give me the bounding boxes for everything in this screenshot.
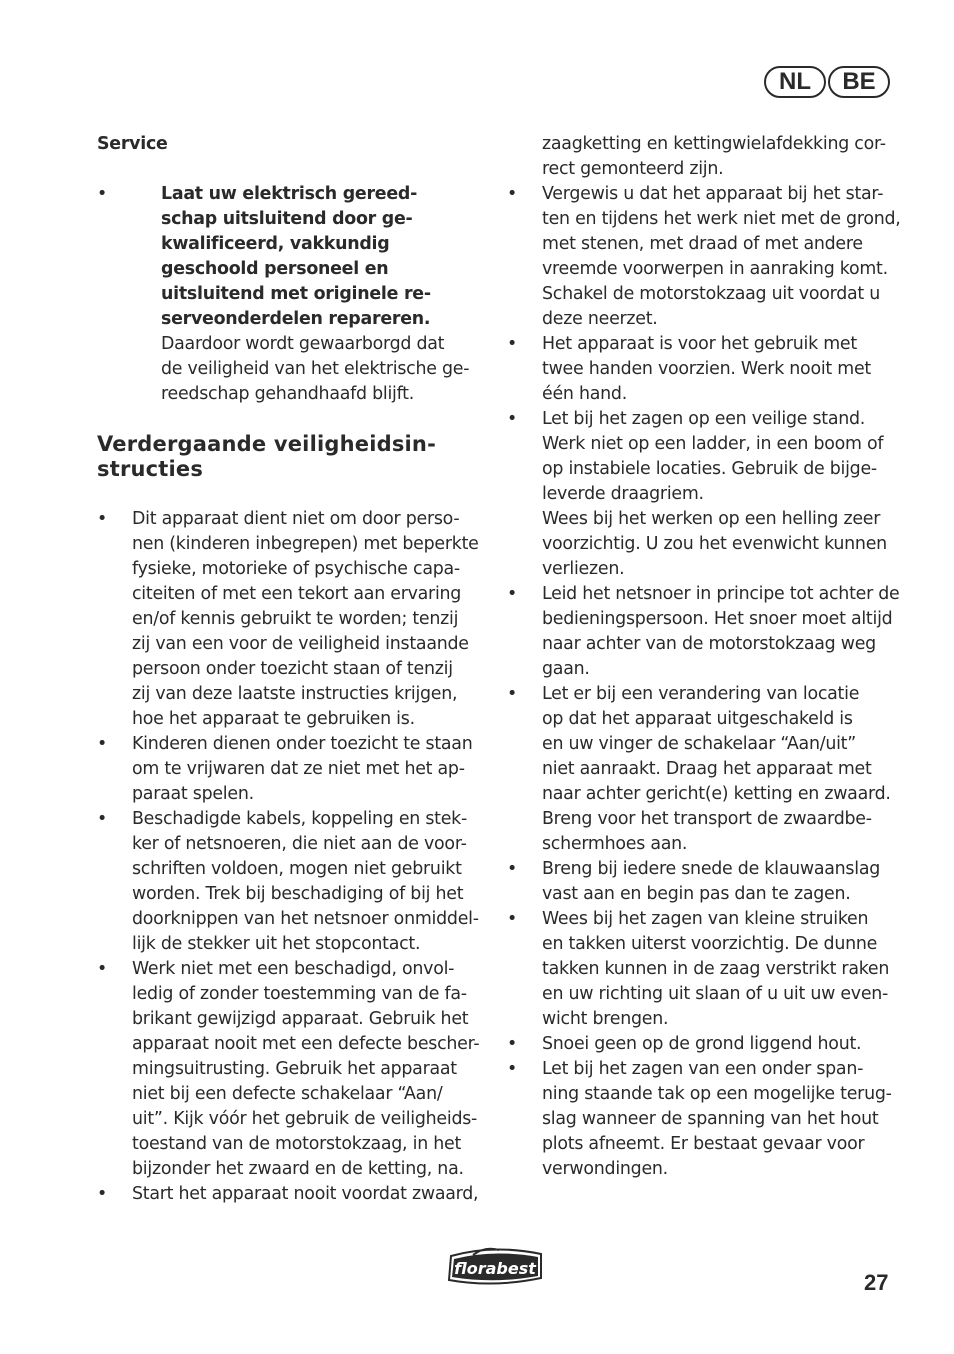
bullet-marker: • <box>507 1034 518 1054</box>
list-item <box>507 332 892 407</box>
text-line: Breng voor het transport de zwaardbe- <box>542 809 872 829</box>
text-line: voorzichtig. U zou het evenwicht kunnen <box>542 534 887 554</box>
text-line: om te vrijwaren dat ze niet met het ap- <box>132 759 465 779</box>
text-line: zij van deze laatste instructies krijgen, <box>132 684 458 704</box>
text-line: persoon onder toezicht staan of tenzij <box>132 659 453 679</box>
text-line: bedieningspersoon. Het snoer moet altijd <box>542 609 893 629</box>
text-line: serveonderdelen repareren. <box>161 309 431 329</box>
text-line: uit”. Kijk vóór het gebruik de veiligheids- <box>132 1109 478 1129</box>
list-item <box>507 407 892 582</box>
text-line: Kinderen dienen onder toezicht te staan <box>132 734 473 754</box>
florabest-logo <box>443 1246 548 1286</box>
text-line: bijzonder het zwaard en de ketting, na. <box>132 1159 464 1179</box>
text-line: Vergewis u dat het apparaat bij het star- <box>542 184 884 204</box>
text-line: Wees bij het zagen van kleine struiken <box>542 909 869 929</box>
text-line: en uw vinger de schakelaar “Aan/uit” <box>542 734 857 754</box>
list-item <box>507 582 900 682</box>
bullet-marker: • <box>97 184 108 204</box>
text-line: gaan. <box>542 659 590 679</box>
text-line: Start het apparaat nooit voordat zwaard, <box>132 1184 479 1204</box>
text-line: Het apparaat is voor het gebruik met <box>542 334 857 354</box>
text-line: brikant gewijzigd apparaat. Gebruik het <box>132 1009 469 1029</box>
text-line: vast aan en begin pas dan te zagen. <box>542 884 851 904</box>
text-line: zaagketting en kettingwielafdekking cor- <box>542 134 886 154</box>
text-line: geschoold personeel en <box>161 259 389 279</box>
text-line: vreemde voorwerpen in aanraking komt. <box>542 259 888 279</box>
text-line: citeiten of met een tekort aan ervaring <box>132 584 462 604</box>
list-item <box>507 1032 892 1057</box>
text-line: en/of kennis gebruikt te worden; tenzij <box>132 609 459 629</box>
bullet-marker: • <box>507 584 518 604</box>
language-badges <box>764 66 890 98</box>
bullet-marker: • <box>97 959 108 979</box>
continued-text <box>507 132 892 182</box>
list-item <box>97 1182 487 1207</box>
text-line: slag wanneer de spanning van het hout <box>542 1109 879 1129</box>
bullet-marker: • <box>507 409 518 429</box>
language-badge-nl: NL <box>764 66 826 98</box>
list-item <box>507 182 901 332</box>
text-line: niet bij een defecte schakelaar “Aan/ <box>132 1084 443 1104</box>
service-bullet <box>97 182 487 407</box>
service-heading: Service <box>97 134 168 154</box>
text-line: Let bij het zagen van een onder span- <box>542 1059 864 1079</box>
text-line: ning staande tak op een mogelijke terug- <box>542 1084 892 1104</box>
text-line: naar achter van de motorstokzaag weg <box>542 634 876 654</box>
text-line: Dit apparaat dient niet om door perso- <box>132 509 460 529</box>
list-item <box>97 957 487 1182</box>
text-line: Breng bij iedere snede de klauwaanslag <box>542 859 881 879</box>
text-line: Wees bij het werken op een helling zeer <box>542 509 881 529</box>
text-line: verliezen. <box>542 559 625 579</box>
text-line: Let er bij een verandering van locatie <box>542 684 860 704</box>
list-item <box>97 507 487 732</box>
text-line: Werk niet op een ladder, in een boom of <box>542 434 884 454</box>
bullet-marker: • <box>507 859 518 879</box>
text-line: uitsluitend met originele re- <box>161 284 431 304</box>
text-line: Let bij het zagen op een veilige stand. <box>542 409 866 429</box>
text-line: Werk niet met een beschadigd, onvol- <box>132 959 455 979</box>
text-line: op dat het apparaat uitgeschakeld is <box>542 709 853 729</box>
text-line: takken kunnen in de zaag verstrikt raken <box>542 959 890 979</box>
text-line: Beschadigde kabels, koppeling en stek- <box>132 809 468 829</box>
list-item <box>507 682 892 857</box>
text-line: niet aanraakt. Draag het apparaat met <box>542 759 872 779</box>
text-line: één hand. <box>542 384 627 404</box>
text-line: naar achter gericht(e) ketting en zwaard. <box>542 784 891 804</box>
text-line: plots afneemt. Er bestaat gevaar voor <box>542 1134 865 1154</box>
svg-text:florabest: florabest <box>454 1259 536 1278</box>
list-item <box>507 1057 892 1182</box>
text-line: reedschap gehandhaafd blijft. <box>161 384 415 404</box>
text-line: doorknippen van het netsnoer onmiddel- <box>132 909 479 929</box>
bullet-marker: • <box>507 1059 518 1079</box>
text-line: nen (kinderen inbegrepen) met beperkte <box>132 534 479 554</box>
list-item <box>507 907 892 1032</box>
text-line: zij van een voor de veiligheid instaande <box>132 634 469 654</box>
bullet-marker: • <box>507 909 518 929</box>
text-line: en uw richting uit slaan of u uit uw even- <box>542 984 889 1004</box>
text-line: Laat uw elektrisch gereed- <box>161 184 418 204</box>
text-line: kwalificeerd, vakkundig <box>161 234 390 254</box>
text-line: Schakel de motorstokzaag uit voordat u <box>542 284 881 304</box>
bullet-marker: • <box>97 734 108 754</box>
text-line: schap uitsluitend door ge- <box>161 209 413 229</box>
text-line: lijk de stekker uit het stopcontact. <box>132 934 421 954</box>
text-line: schermhoes aan. <box>542 834 688 854</box>
bullet-marker: • <box>507 184 518 204</box>
text-line: met stenen, met draad of met andere <box>542 234 863 254</box>
text-line: wicht brengen. <box>542 1009 669 1029</box>
text-line: mingsuitrusting. Gebruik het apparaat <box>132 1059 457 1079</box>
bullet-marker: • <box>507 334 518 354</box>
bullet-marker: • <box>507 684 518 704</box>
text-line: verwondingen. <box>542 1159 668 1179</box>
bullet-marker: • <box>97 509 108 529</box>
text-line: schriften voldoen, mogen niet gebruikt <box>132 859 462 879</box>
section-title: Verdergaande veiligheidsin- <box>97 432 436 456</box>
text-line: leverde draagriem. <box>542 484 704 504</box>
text-line: fysieke, motorieke of psychische capa- <box>132 559 460 579</box>
text-line: hoe het apparaat te gebruiken is. <box>132 709 415 729</box>
text-line: de veiligheid van het elektrische ge- <box>161 359 470 379</box>
text-line: worden. Trek bij beschadiging of bij het <box>132 884 464 904</box>
text-line: ker of netsnoeren, die niet aan de voor- <box>132 834 467 854</box>
list-item <box>97 732 487 807</box>
text-line: toestand van de motorstokzaag, in het <box>132 1134 462 1154</box>
text-line: ledig of zonder toestemming van de fa- <box>132 984 467 1004</box>
text-line: Leid het netsnoer in principe tot achter de <box>542 584 900 604</box>
text-line: rect gemonteerd zijn. <box>542 159 724 179</box>
list-item <box>97 807 487 957</box>
left-column <box>97 132 487 1207</box>
text-line: en takken uiterst voorzichtig. De dunne <box>542 934 878 954</box>
text-line: Daardoor wordt gewaarborgd dat <box>161 334 445 354</box>
right-column <box>507 132 901 1182</box>
text-line: ten en tijdens het werk niet met de grond, <box>542 209 901 229</box>
text-line: paraat spelen. <box>132 784 254 804</box>
language-badge-be: BE <box>828 66 890 98</box>
text-line: twee handen voorzien. Werk nooit met <box>542 359 871 379</box>
bullet-marker: • <box>97 809 108 829</box>
list-item <box>507 857 892 907</box>
text-line: apparaat nooit met een defecte bescher- <box>132 1034 480 1054</box>
page-number: 27 <box>864 1270 889 1295</box>
text-line: op instabiele locaties. Gebruik de bijge- <box>542 459 877 479</box>
bullet-marker: • <box>97 1184 108 1204</box>
section-title: structies <box>97 457 204 481</box>
text-line: deze neerzet. <box>542 309 658 329</box>
text-line: Snoei geen op de grond liggend hout. <box>542 1034 862 1054</box>
